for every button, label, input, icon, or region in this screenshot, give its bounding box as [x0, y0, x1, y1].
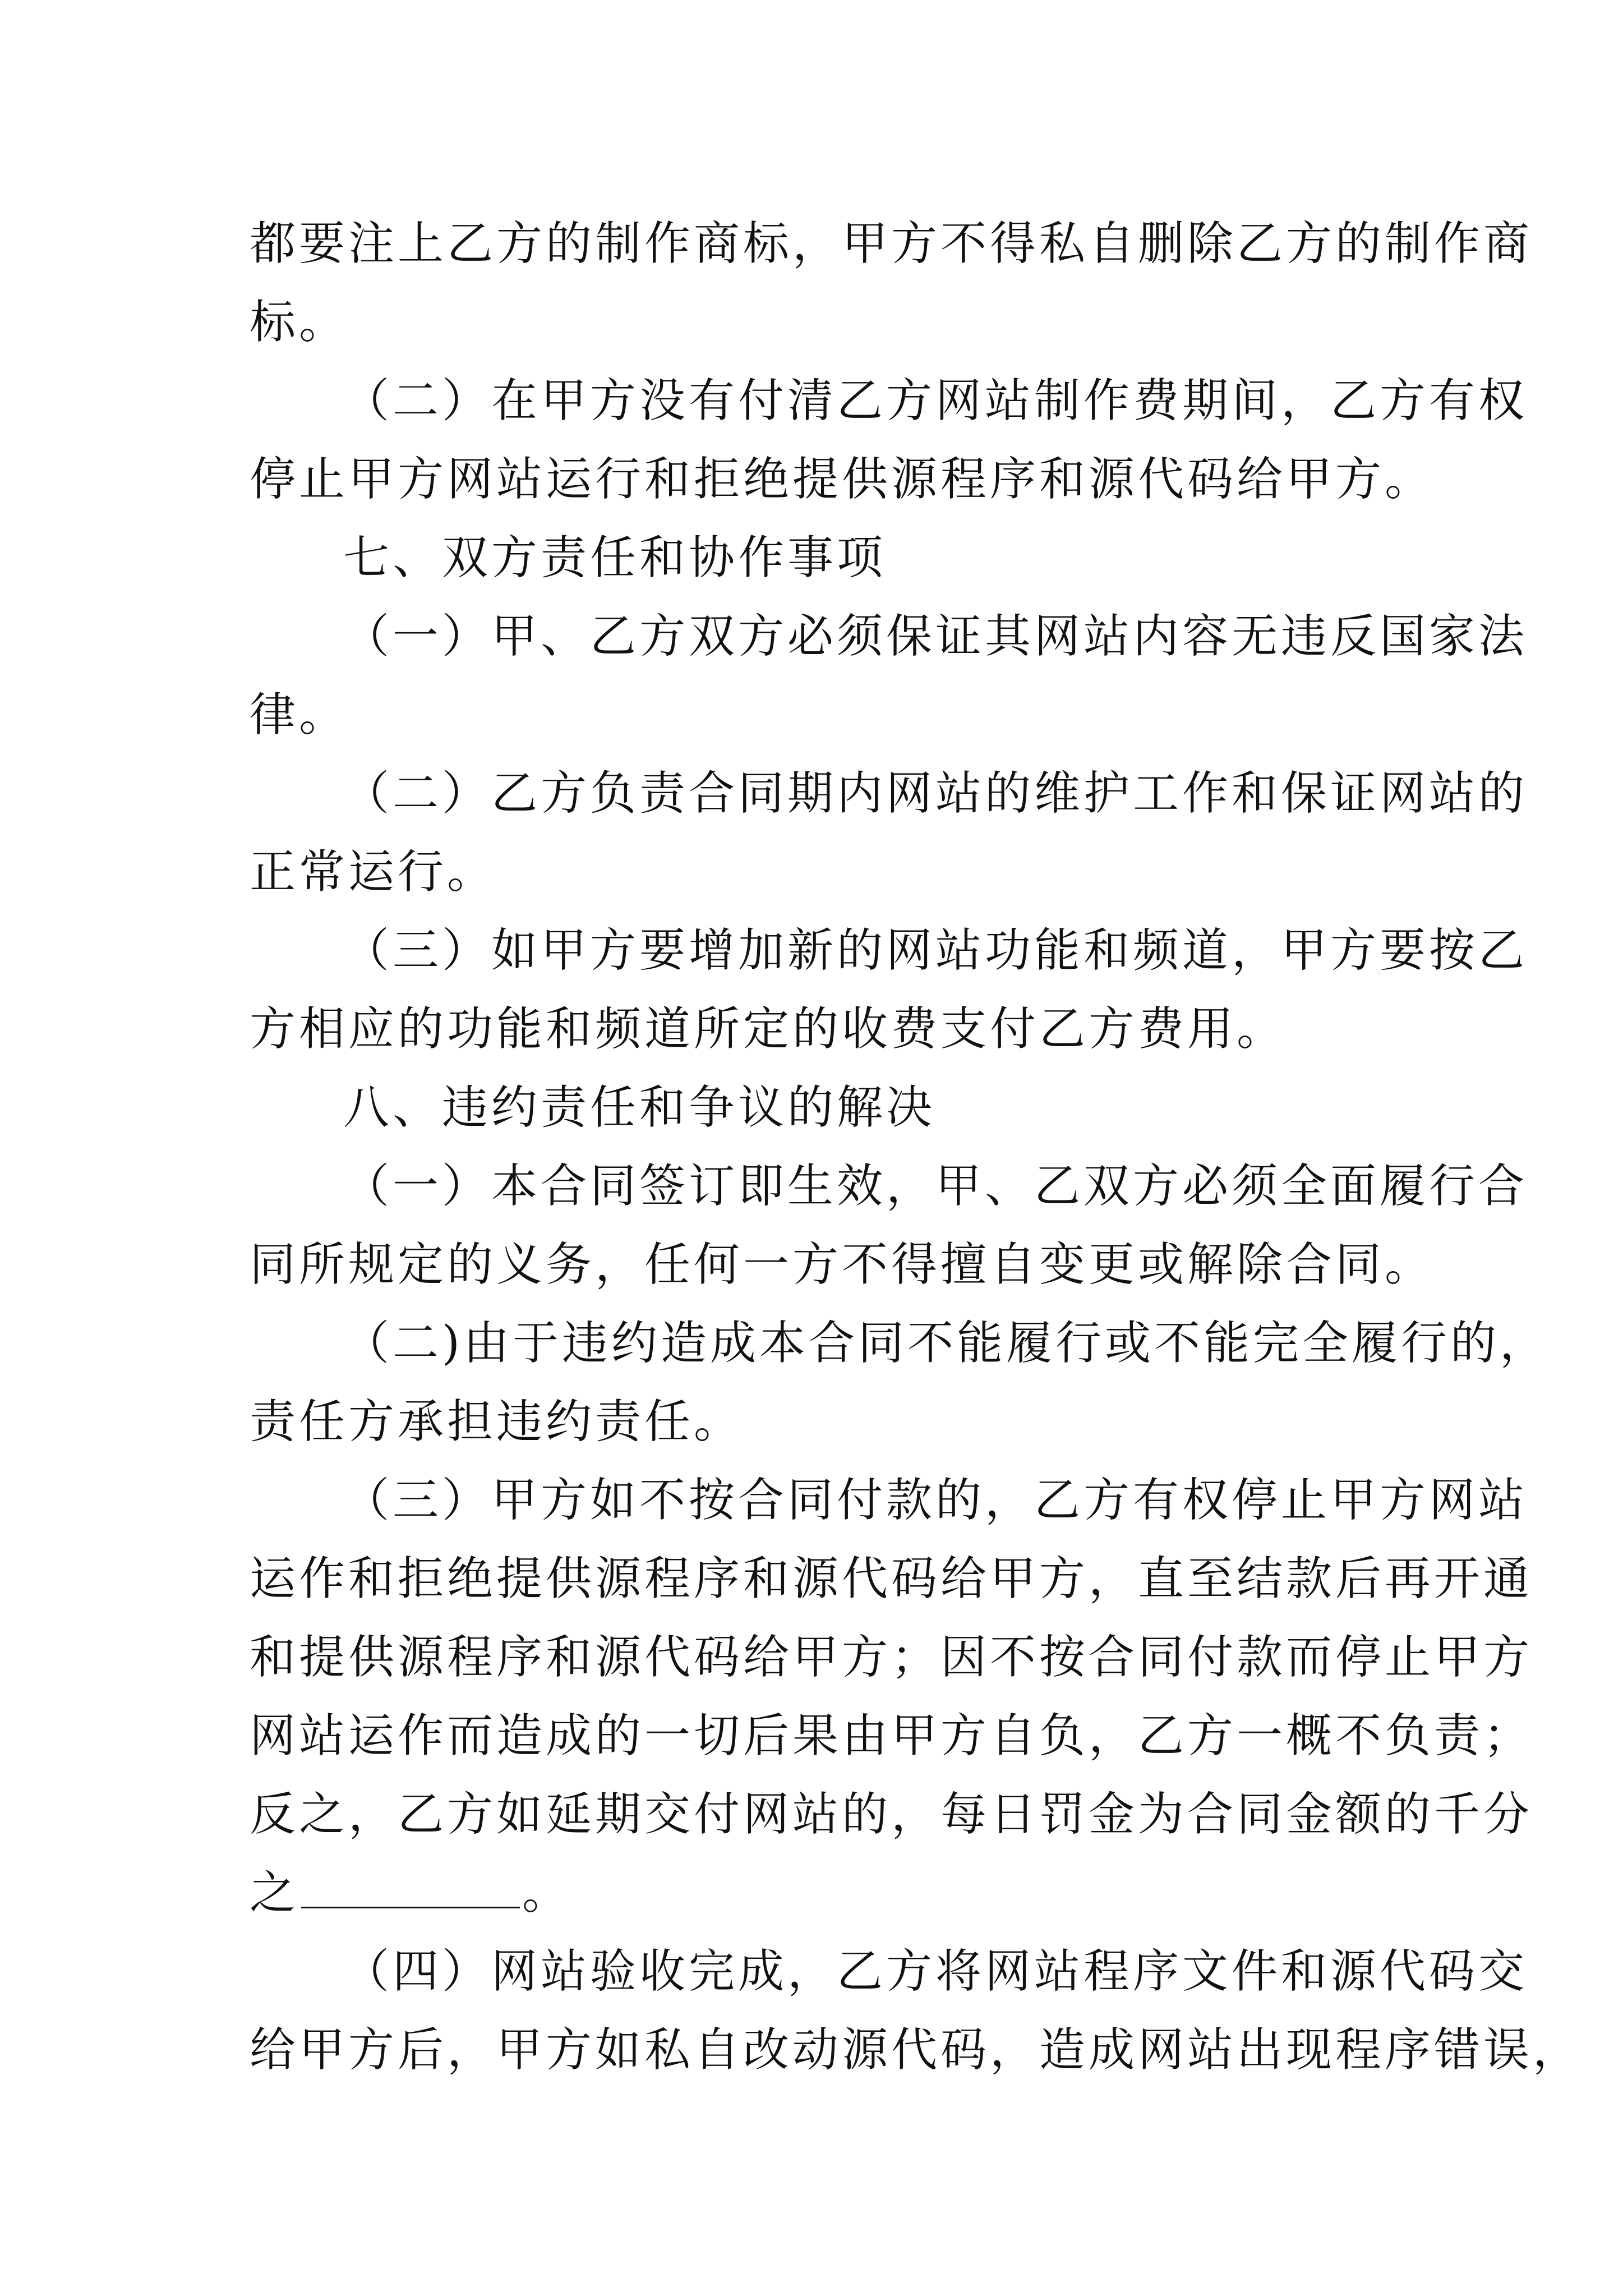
section-heading: 七、双方责任和协作事项	[343, 531, 887, 585]
text-line: 标。	[250, 296, 349, 349]
text-line: （二)由于违约造成本合同不能履行或不能完全履行的，	[343, 1317, 1549, 1370]
text-line: （二）在甲方没有付清乙方网站制作费期间，乙方有权	[343, 374, 1528, 427]
text-line: 正常运行。	[250, 845, 497, 899]
text-line: （三）如甲方要增加新的网站功能和频道，甲方要按乙	[343, 924, 1528, 977]
text-line: （三）甲方如不按合同付款的，乙方有权停止甲方网站	[343, 1474, 1528, 1527]
text-line: 律。	[250, 688, 349, 742]
text-line: 停止甲方网站运行和拒绝提供源程序和源代码给甲方。	[250, 453, 1435, 506]
text-line: 都要注上乙方的制作商标，甲方不得私自删除乙方的制作商	[250, 217, 1533, 270]
text-line: （一）本合同签订即生效，甲、乙双方必须全面履行合	[343, 1159, 1528, 1213]
text-fragment: 之	[250, 1866, 299, 1920]
text-line: 给甲方后，甲方如私自改动源代码，造成网站出现程序错误，	[250, 2023, 1583, 2077]
text-line: 和提供源程序和源代码给甲方；因不按合同付款而停止甲方	[250, 1631, 1533, 1684]
text-line: 反之，乙方如延期交付网站的，每日罚金为合同金额的千分	[250, 1788, 1533, 1841]
text-line: 运作和拒绝提供源程序和源代码给甲方，直至结款后再开通	[250, 1552, 1533, 1605]
text-line: 网站运作而造成的一切后果由甲方自负，乙方一概不负责；	[250, 1709, 1533, 1763]
text-fragment: 。	[522, 1866, 572, 1920]
text-line: 方相应的功能和频道所定的收费支付乙方费用。	[250, 1002, 1287, 1056]
text-line: （四）网站验收完成，乙方将网站程序文件和源代码交	[343, 1945, 1528, 1998]
text-line: 同所规定的义务，任何一方不得擅自变更或解除合同。	[250, 1238, 1435, 1291]
text-line: （二）乙方负责合同期内网站的维护工作和保证网站的	[343, 767, 1528, 820]
blank-field[interactable]	[301, 1862, 520, 1908]
text-line: 责任方承担违约责任。	[250, 1395, 744, 1448]
section-heading: 八、违约责任和争议的解决	[343, 1081, 936, 1134]
fill-in-line	[250, 1854, 1388, 1932]
text-line: （一）甲、乙方双方必须保证其网站内容无违反国家法	[343, 610, 1528, 663]
